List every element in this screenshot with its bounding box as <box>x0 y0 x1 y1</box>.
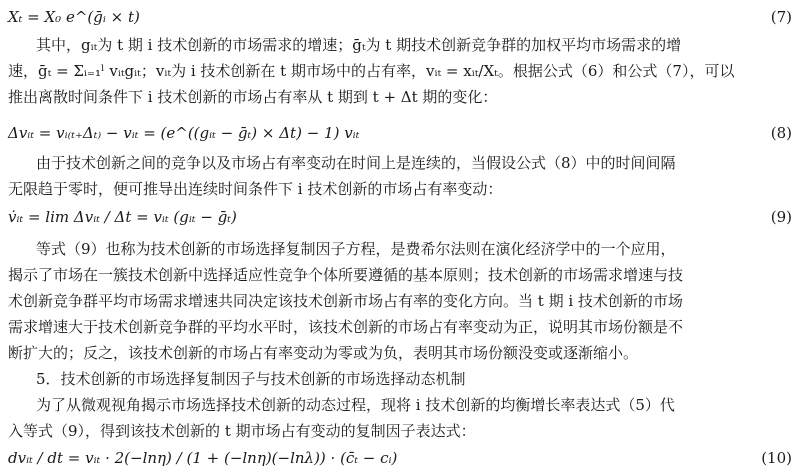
equation-8-content: Δvᵢₜ = vᵢ₍ₜ₊Δₜ₎ − vᵢₜ = (e^((gᵢₜ − ḡₜ) × Δt) − 1) vᵢₜ <box>8 124 360 142</box>
paragraph-line: 断扩大的；反之，该技术创新的市场占有率变动为零或为负，表明其市场份额没变或逐渐缩小。 <box>8 344 639 362</box>
equation-9-content: v̇ᵢₜ = lim Δvᵢₜ / Δt = vᵢₜ (gᵢₜ − ḡₜ) <box>8 208 237 226</box>
equation-9 <box>0 202 800 232</box>
equation-8-number: (8) <box>770 124 792 142</box>
paragraph-line: 由于技术创新之间的竞争以及市场占有率变动在时间上是连续的，当假设公式（8）中的时间间隔 <box>36 154 676 172</box>
equation-7 <box>0 2 800 32</box>
paragraph-line: 术创新竞争群平均市场需求增速共同决定该技术创新市场占有率的变化方向。当 t 期 i 技术创新的市场 <box>8 292 683 310</box>
equation-8 <box>0 118 800 148</box>
paragraph-line: 为了从微观视角揭示市场选择技术创新的动态过程，现将 i 技术创新的均衡增长率表达式（5）代 <box>36 396 675 414</box>
paragraph-1 <box>0 32 800 110</box>
equation-10 <box>0 443 800 473</box>
paragraph-line: 速，ḡₜ = Σᵢ₌₁ˡ vᵢₜgᵢₜ；vᵢₜ为 i 技术创新在 t 期市场中的占有率，vᵢₜ = xᵢₜ/Xₜ。根据公式（6）和公式（7），可以 <box>8 62 735 80</box>
paragraph-line: 推出离散时间条件下 i 技术创新的市场占有率从 t 期到 t + Δt 期的变化： <box>8 88 498 106</box>
paragraph-line: 无限趋于零时，便可推导出连续时间条件下 i 技术创新的市场占有率变动： <box>8 180 503 198</box>
equation-7-content: Xₜ = X₀ e^(ḡᵢ × t) <box>8 8 140 26</box>
paragraph-2 <box>0 150 800 202</box>
equation-10-content: dvᵢₜ / dt = vᵢₜ · 2(−lnη) / (1 + (−lnη)(−lnλ)) · (c̄ₜ − cᵢ) <box>8 449 398 467</box>
equation-7-number: (7) <box>770 8 792 26</box>
paragraph-line: 等式（9）也称为技术创新的市场选择复制因子方程，是费希尔法则在演化经济学中的一个应用， <box>36 240 676 258</box>
paragraph-4 <box>0 392 800 444</box>
paragraph-line: 其中，gᵢₜ为 t 期 i 技术创新的市场需求的增速；ḡₜ为 t 期技术创新竞争群的加权平均市场需求的增 <box>36 36 682 54</box>
paragraph-line: 需求增速大于技术创新竞争群的平均水平时，该技术创新的市场占有率变动为正，说明其市场份额是不 <box>8 318 684 336</box>
equation-10-number: (10) <box>761 449 792 467</box>
section-heading: 5．技术创新的市场选择复制因子与技术创新的市场选择动态机制 <box>36 370 466 388</box>
paragraph-line: 入等式（9），得到该技术创新的 t 期市场占有变动的复制因子表达式： <box>8 422 476 440</box>
paragraph-3 <box>0 236 800 366</box>
equation-9-number: (9) <box>770 208 792 226</box>
paragraph-line: 揭示了市场在一簇技术创新中选择适应性竞争个体所要遵循的基本原则；技术创新的市场需求增速与技 <box>8 266 684 284</box>
